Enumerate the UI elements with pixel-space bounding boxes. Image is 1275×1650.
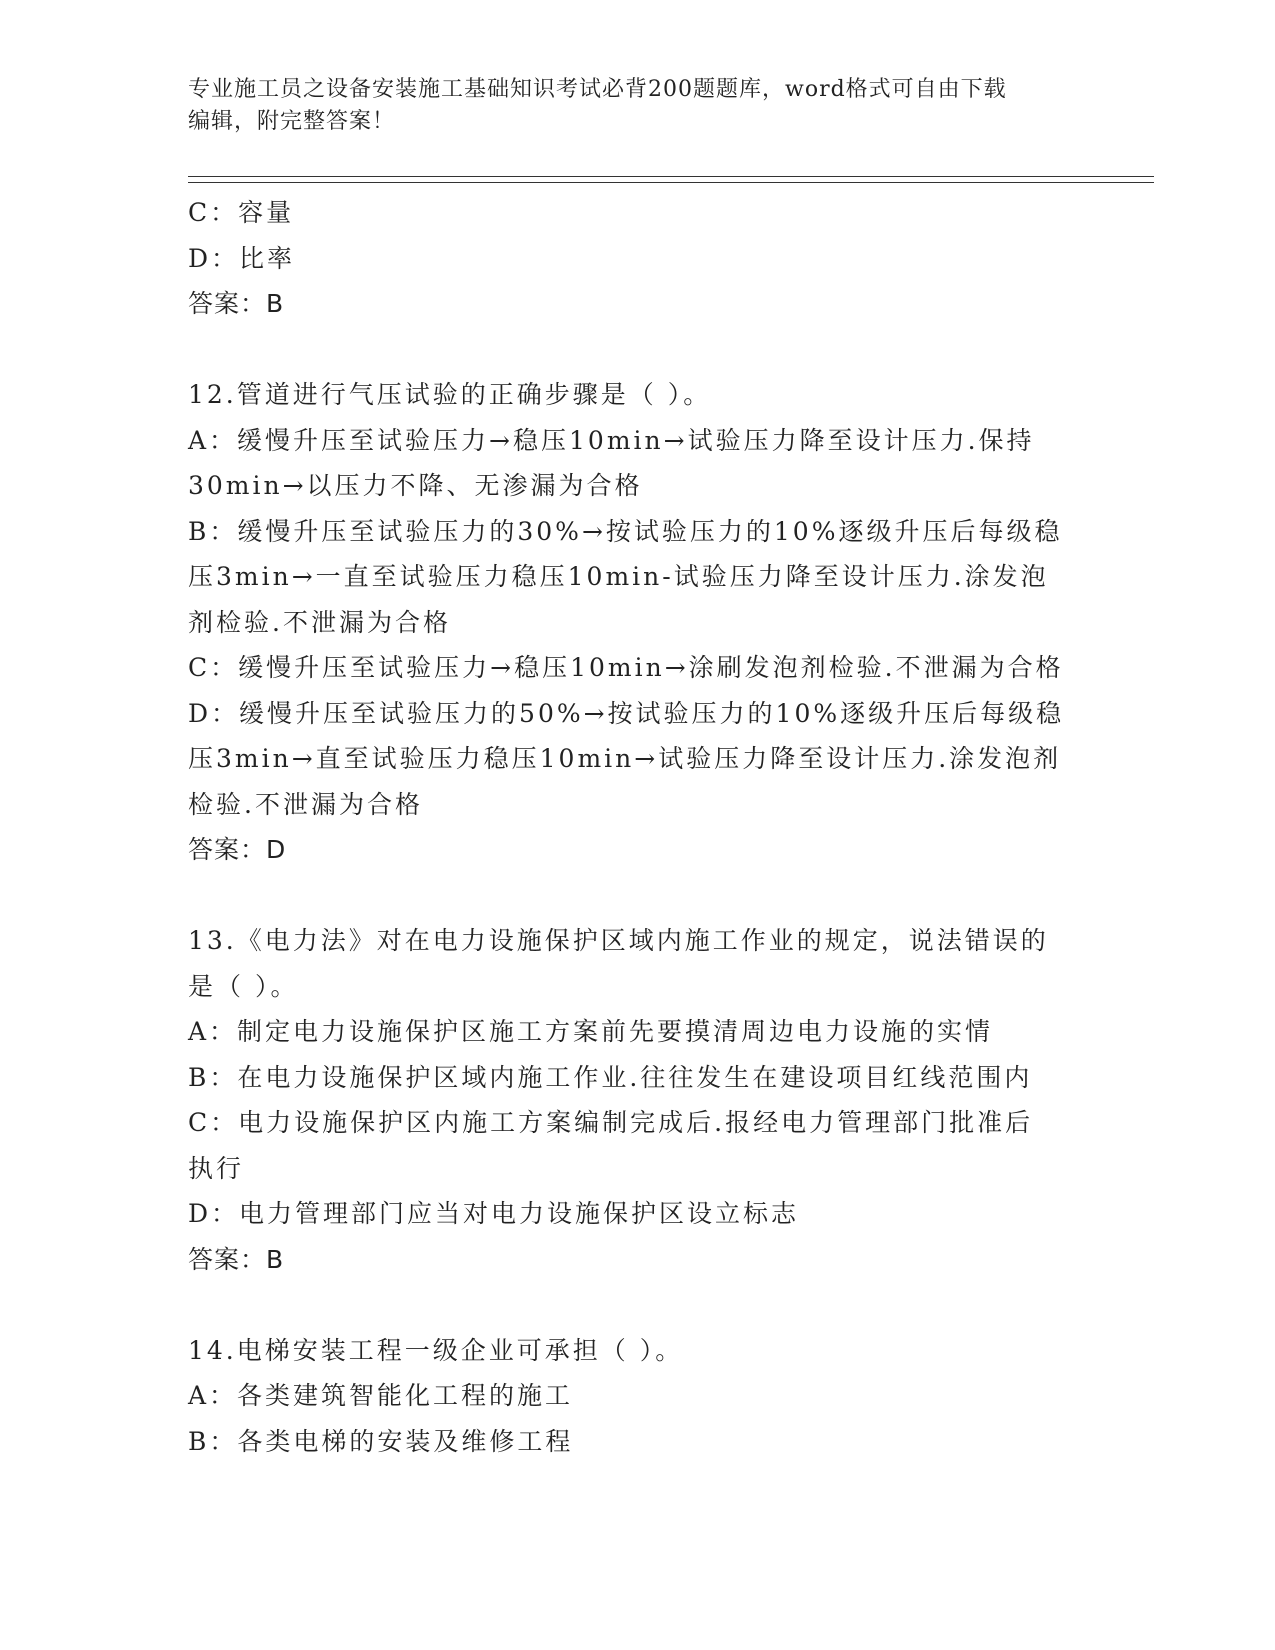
option-d-line-3: 检验.不泄漏为合格	[188, 789, 423, 819]
option-b-line-1: B：各类电梯的安装及维修工程	[188, 1426, 574, 1456]
option-a-line-2: 30min→以压力不降、无渗漏为合格	[188, 471, 643, 500]
answer-line: 答案：B	[188, 289, 285, 318]
spacer	[188, 1282, 1088, 1328]
option-d-line-2: 压3min→直至试验压力稳压10min→试验压力降至设计压力.涂发泡剂	[188, 744, 1062, 773]
option-c-line-1: C：缓慢升压至试验压力→稳压10min→涂刷发泡剂检验.不泄漏为合格	[188, 653, 1064, 682]
question-14	[188, 1328, 1088, 1465]
option-c-line-1: C：电力设施保护区内施工方案编制完成后.报经电力管理部门批准后	[188, 1108, 1034, 1137]
question-stem: 12.管道进行气压试验的正确步骤是（ ）。	[188, 380, 712, 409]
spacer	[188, 873, 1088, 919]
question-stem-line-1: 13.《电力法》对在电力设施保护区域内施工作业的规定，说法错误的	[188, 926, 1049, 955]
option-a-line-1: A：缓慢升压至试验压力→稳压10min→试验压力降至设计压力.保持	[188, 425, 1035, 455]
header-line-2: 编辑，附完整答案！	[188, 109, 396, 134]
option-a-line-1: A：制定电力设施保护区施工方案前先要摸清周边电力设施的实情	[188, 1017, 994, 1046]
header-double-rule	[188, 176, 1154, 183]
option-c: C：容量	[188, 198, 295, 227]
page-header	[188, 74, 1088, 138]
question-13	[188, 918, 1088, 1282]
question-stem-line-2: 是（ ）。	[188, 971, 299, 1001]
answer-line: 答案：B	[188, 1244, 285, 1274]
option-b-line-3: 剂检验.不泄漏为合格	[188, 607, 451, 637]
option-b-line-1: B：在电力设施保护区域内施工作业.往往发生在建设项目红线范围内	[188, 1062, 1033, 1092]
option-b-line-1: B：缓慢升压至试验压力的30%→按试验压力的10%逐级升压后每级稳	[188, 516, 1063, 546]
header-line-1: 专业施工员之设备安装施工基础知识考试必背200题题库，word格式可自由下载	[188, 77, 1007, 102]
question-12	[188, 372, 1088, 873]
option-a-line-1: A：各类建筑智能化工程的施工	[188, 1381, 574, 1410]
option-b-line-2: 压3min→一直至试验压力稳压10min-试验压力降至设计压力.涂发泡	[188, 562, 1049, 591]
question-stem: 14.电梯安装工程一级企业可承担（ ）。	[188, 1335, 684, 1365]
option-d-line-1: D：缓慢升压至试验压力的50%→按试验压力的10%逐级升压后每级稳	[188, 698, 1065, 728]
answer-line: 答案：D	[188, 835, 287, 864]
option-d-line-1: D：电力管理部门应当对电力设施保护区设立标志	[188, 1199, 800, 1228]
question-11-tail	[188, 190, 1088, 327]
option-d: D：比率	[188, 243, 296, 273]
document-body	[188, 190, 1088, 1464]
option-c-line-2: 执行	[188, 1153, 245, 1183]
spacer	[188, 327, 1088, 373]
